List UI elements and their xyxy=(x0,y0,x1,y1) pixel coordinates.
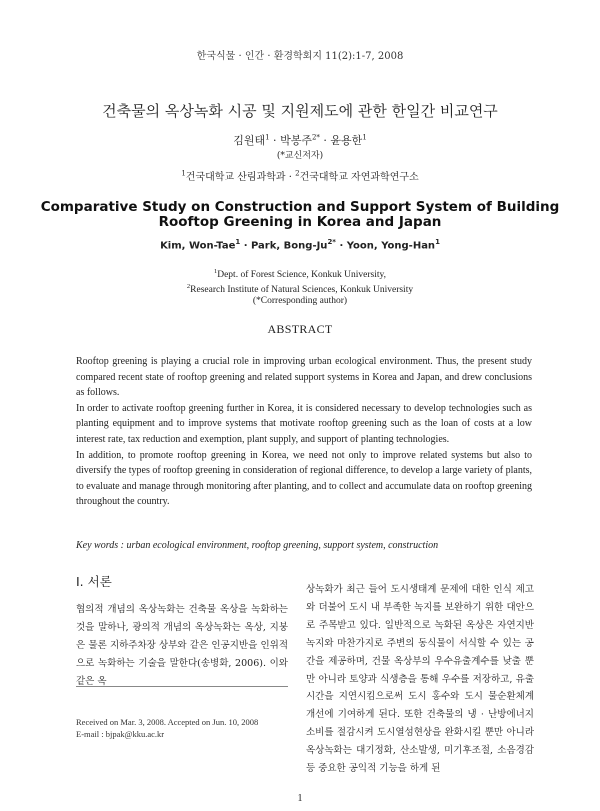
abstract-paragraph: In order to activate rooftop greening further in Korea, it is considered necessary to develop technologies such as planting equipment and to improve systems that motivate rooftop greening such as the loan of costs at a low interest rate, tax reduction and exemption, plant supply, and support of planting technologies. xyxy=(76,402,532,445)
body-column-left xyxy=(76,601,288,691)
abstract-paragraph: In addition, to promote rooftop greening in Korea, we need not only to improve related systems but also to diversify the types of rooftop greening in consideration of regional difference, to develop a large variety of plants, to evaluate and manage through monitoring after planting, and to collect and accumulate data on rooftop greening throughout the country. xyxy=(76,449,532,508)
keywords xyxy=(76,540,536,551)
running-header: 한국식물 · 인간 · 환경학회지 11(2):1-7, 2008 xyxy=(196,51,404,62)
author-affil-mark: 2* xyxy=(311,133,320,142)
author-affil-mark: 1 xyxy=(435,238,440,246)
korean-authors xyxy=(0,132,600,148)
affil-mark: 1 xyxy=(181,169,186,178)
author-separator: · xyxy=(335,240,347,252)
english-authors xyxy=(0,238,600,251)
author-name: 박봉주 xyxy=(280,134,312,147)
author-name: 김원태 xyxy=(233,134,266,147)
keywords-label: Key words : xyxy=(76,540,124,551)
abstract-body xyxy=(76,354,532,510)
english-title-line: Rooftop Greening in Korea and Japan xyxy=(158,214,442,230)
received-date-note: Received on Mar. 3, 2008. Accepted on Jun. 10, 2008 xyxy=(76,717,259,727)
english-title xyxy=(0,200,600,230)
english-affiliations xyxy=(0,266,600,307)
korean-affiliations xyxy=(0,168,600,183)
body-paragraph: 상녹화가 최근 들어 도시생태계 문제에 대한 인식 제고와 더불어 도시 내 부족한 녹지를 보완하기 위한 대안으로 주목받고 있다. 일반적으로 녹화된 옥상은 자연지반녹지와 마찬가지로 주변의 동식물이 서식할 수 있는 공간을 제공하며, 건물 옥상부의 우수유출계수를 낮출 뿐만 아니라 토양과 식생층을 통해 우수를 저장하고, 유출시간을 지연시킴으로써 도시 홍수와 도시 물순환체계 개선에 기여하게 된다. 또한 건축물의 냉 · 난방에너지 소비를 절감시켜 도시열섬현상을 완화시킬 뿐만 아니라 옥상녹화는 대기정화, 산소발생, 미기후조절, 소음경감 등 중요한 공익적 기능을 하게 된 xyxy=(306,584,534,775)
author-affil-mark: 1 xyxy=(235,238,241,246)
korean-title: 건축물의 옥상녹화 시공 및 지원제도에 관한 한일간 비교연구 xyxy=(102,102,498,120)
author-separator: · xyxy=(269,134,281,147)
author-name: 윤용한 xyxy=(330,134,363,147)
affil-mark: 2 xyxy=(186,283,191,291)
footnotes xyxy=(76,716,258,740)
footnote-divider xyxy=(76,686,288,687)
author-affil-mark: 1 xyxy=(265,133,270,142)
section-heading-introduction: Ⅰ. 서론 xyxy=(76,574,112,589)
email-note: E-mail : bjpak@kku.ac.kr xyxy=(76,729,165,739)
keywords-text: urban ecological environment, rooftop greening, support system, construction xyxy=(126,540,439,551)
author-separator: · xyxy=(319,134,331,147)
author-name: Park, Bong-Ju xyxy=(251,240,328,252)
affiliation: 건국대학교 산림과학과 · xyxy=(185,172,296,183)
page-number: 1 xyxy=(297,793,303,804)
author-name: Kim, Won-Tae xyxy=(160,240,236,252)
affiliation-line: $^2$Research Institute of Natural Sciences, Konkuk University xyxy=(186,283,414,296)
author-affil-mark: 1 xyxy=(362,133,367,142)
abstract-heading: ABSTRACT xyxy=(267,322,333,336)
corresponding-author-note: (*Corresponding author) xyxy=(252,296,348,307)
author-separator: · xyxy=(240,240,251,252)
affil-mark: 2 xyxy=(295,169,300,178)
body-column-right xyxy=(306,581,534,778)
korean-corresponding-note: (*교신저자) xyxy=(276,151,324,161)
body-paragraph: 협의적 개념의 옥상녹화는 건축물 옥상을 녹화하는 것을 말하나, 광의적 개념의 옥상녹화는 옥상, 지붕은 물론 지하주차장 상부와 같은 인공지반을 인위적으로 녹화하는 기술을 말한다(송병화, 2006). 이와 같은 옥 xyxy=(76,604,288,687)
affiliation-line: $^1$Dept. of Forest Science, Konkuk University, xyxy=(213,268,387,281)
author-affil-mark: 2* xyxy=(327,238,336,246)
abstract-paragraph: Rooftop greening is playing a crucial role in improving urban ecological environment. Thus, the present study compared recent state of rooftop greening and related support systems in Korea and Japan, and drew conclusions as follows. xyxy=(76,356,532,399)
english-title-line: Comparative Study on Construction and Support System of Building xyxy=(40,199,560,215)
affil-mark: 1 xyxy=(213,268,218,275)
affiliation: 건국대학교 자연과학연구소 xyxy=(299,172,419,183)
author-name: Yoon, Yong-Han xyxy=(346,240,436,252)
